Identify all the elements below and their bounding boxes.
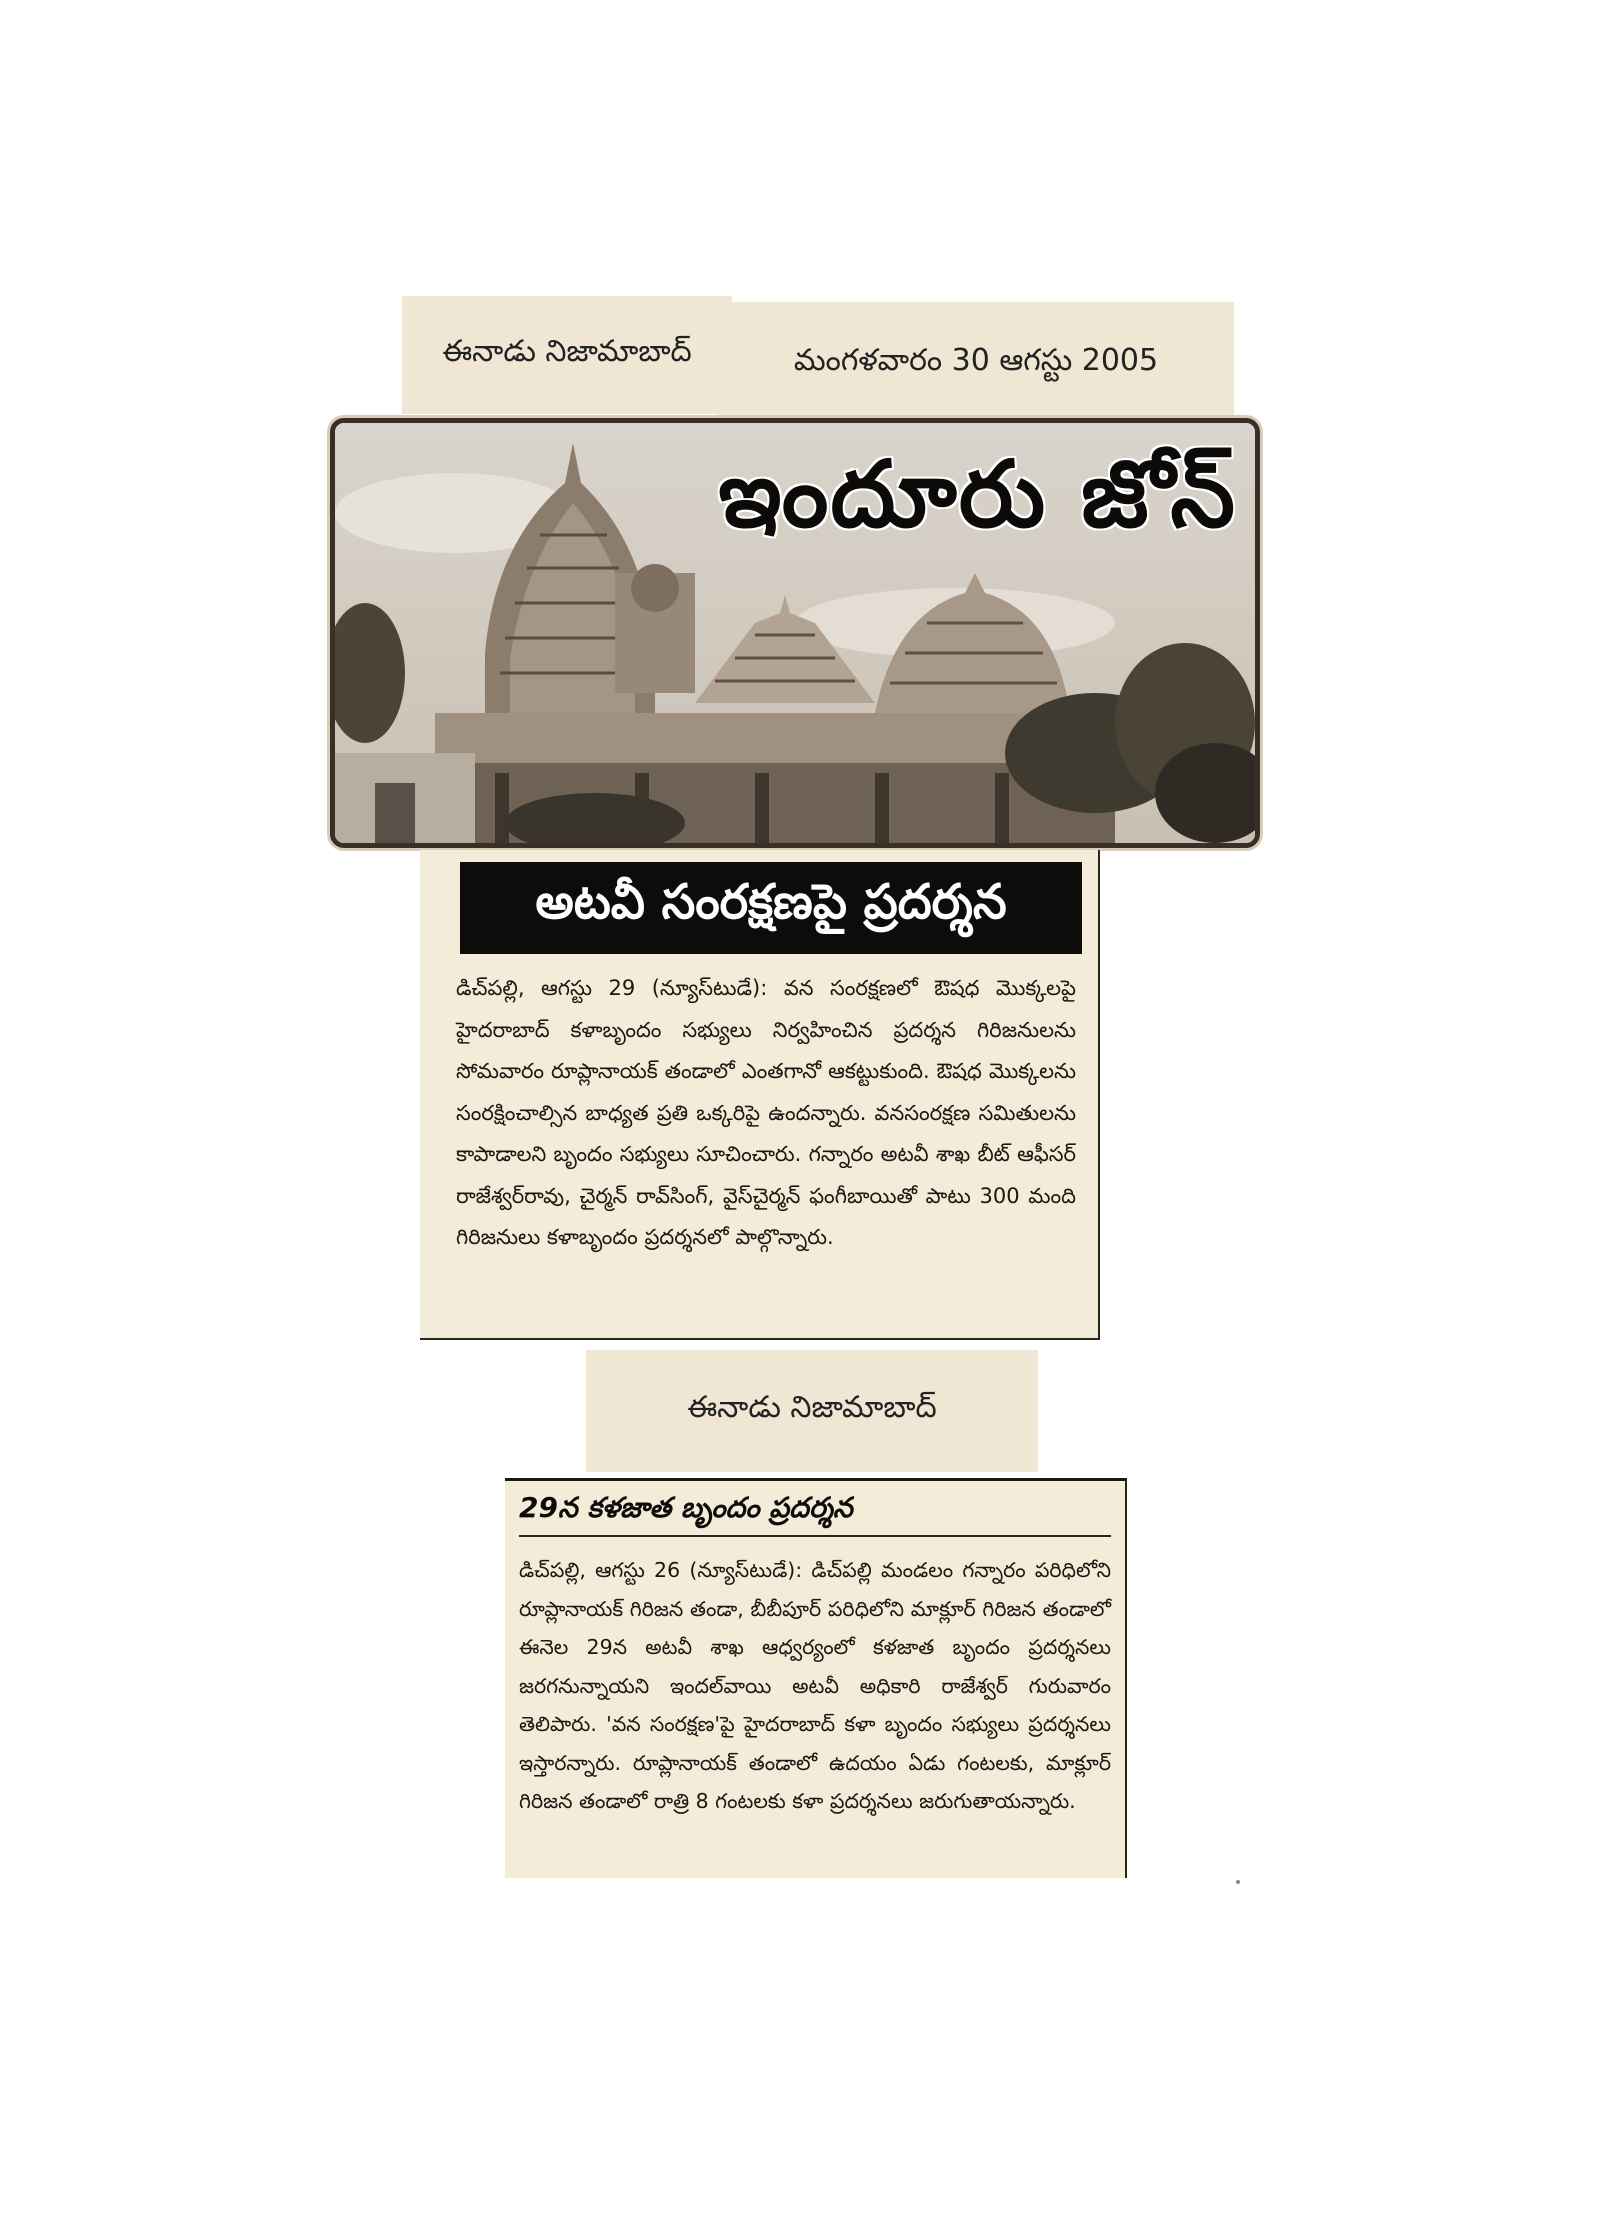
article2-headline: 29న కళజాత బృందం ప్రదర్శన	[519, 1491, 853, 1524]
issue-date: మంగళవారం 30 ఆగస్టు 2005	[793, 343, 1159, 378]
section-title: ఇందూరు జోన్	[718, 441, 1237, 548]
article1-headline: అటవీ సంరక్షణపై ప్రదర్శన	[460, 862, 1082, 954]
paper-name: ఈనాడు నిజామాబాద్	[442, 334, 692, 369]
paper-name-slip	[402, 296, 732, 414]
article1-body: డిచ్‌పల్లి, ఆగస్టు 29 (న్యూస్‌టుడే): వన సంరక్షణలో ఔషధ మొక్కలపై హైదరాబాద్ కళాబృందం సభ్యులు నిర్వహించిన ప్రదర్శన గిరిజనులను సోమవారం రూప్లానాయక్ తండాలో ఎంతగానో ఆకట్టుకుంది. ఔషధ మొక్కలను సంరక్షించాల్సిన బాధ్యత ప్రతి ఒక్కరిపై ఉందన్నారు. వనసంరక్షణ సమితులను కాపాడాలని బృందం సభ్యులు సూచించారు. గన్నారం అటవీ శాఖ బీట్ ఆఫీసర్ రాజేశ్వర్‌రావు, చైర్మన్ రావ్‌సింగ్, వైస్‌చైర్మన్ ఫంగీబాయితో పాటు 300 మంది గిరిజనులు కళాబృందం ప్రదర్శనలో పాల్గొన్నారు.	[456, 976, 1076, 1249]
article2-body: డిచ్‌పల్లి, ఆగస్టు 26 (న్యూస్‌టుడే): డిచ్‌పల్లి మండలం గన్నారం పరిధిలోని రూప్లానాయక్ గిరిజన తండా, బీబీపూర్ పరిధిలోని మాక్లూర్ గిరిజన తండాలో ఈనెల 29న అటవీ శాఖ ఆధ్వర్యంలో కళజాత బృందం ప్రదర్శనలు జరగనున్నాయని ఇందల్‌వాయి అటవీ అధికారి రాజేశ్వర్ గురువారం తెలిపారు. 'వన సంరక్షణ'పై హైదరాబాద్ కళా బృందం సభ్యులు ప్రదర్శనలు ఇస్తారన్నారు. రూప్లానాయక్ తండాలో ఉదయం ఏడు గంటలకు, మాక్లూర్ గిరిజన తండాలో రాత్రి 8 గంటలకు కళా ప్రదర్శనలు జరుగుతాయన్నారు.	[519, 1558, 1111, 1813]
article-kalajatha-performance	[505, 1478, 1127, 1878]
article-forest-conservation	[420, 850, 1100, 1340]
section-banner	[330, 418, 1260, 848]
paper-name-2: ఈనాడు నిజామాబాద్	[687, 1390, 937, 1425]
scan-speck	[1236, 1880, 1240, 1884]
date-slip	[718, 302, 1234, 426]
paper-name-slip-2	[586, 1350, 1038, 1472]
headline-rule	[519, 1535, 1111, 1537]
